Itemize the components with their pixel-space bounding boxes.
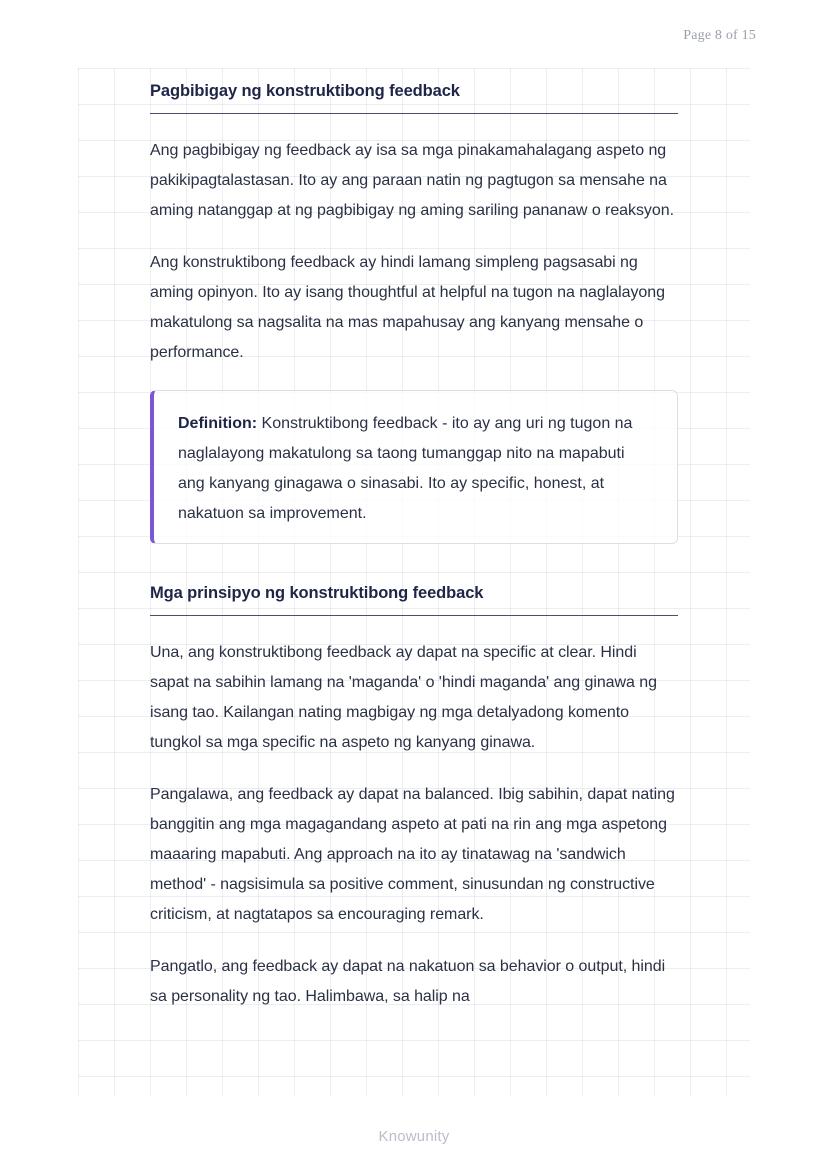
footer-brand: Knowunity xyxy=(378,1128,450,1145)
paragraph: Ang konstruktibong feedback ay hindi lamang simpleng pagsasabi ng aming opinyon. Ito ay isang thoughtful at helpful na tugon na naglalayong makatulong sa nagsalita na mas mapahusay ang kanyang mensahe o performance. xyxy=(150,254,665,361)
paragraph: Ang pagbibigay ng feedback ay isa sa mga pinakamahalagang aspeto ng pakikipagtalastasan. Ito ay ang paraan natin ng pagtugon sa mensahe na aming natanggap at ng pagbibigay ng aming sariling pananaw o reaksyon. xyxy=(150,142,674,219)
page-indicator: Page 8 of 15 xyxy=(683,28,756,43)
section-heading-2: Mga prinsipyo ng konstruktibong feedback xyxy=(150,584,484,602)
paragraph: Pangalawa, ang feedback ay dapat na balanced. Ibig sabihin, dapat nating banggitin ang mga magagandang aspeto at pati na rin ang mga aspetong maaaring mapabuti. Ang approach na ito ay tinatawag na 'sandwich method' - nagsisimula sa positive comment, sinusundan ng constructive criticism, at nagtatapos sa encouraging remark. xyxy=(150,786,675,923)
heading-rule-2 xyxy=(150,615,678,616)
paper-sheet xyxy=(78,68,750,1096)
definition-body: Konstruktibong feedback - ito ay ang uri ng tugon na naglalayong makatulong sa taong tumanggap nito na mapabuti ang kanyang ginagawa o sinasabi. Ito ay specific, honest, at nakatuon sa improvement. xyxy=(178,415,633,522)
definition-callout xyxy=(150,390,678,544)
definition-term-label: Definition: xyxy=(178,415,258,432)
document-content xyxy=(150,68,678,1034)
section-heading-1: Pagbibigay ng konstruktibong feedback xyxy=(150,82,460,100)
paragraph: Una, ang konstruktibong feedback ay dapat na specific at clear. Hindi sapat na sabihin lamang na 'maganda' o 'hindi maganda' ang ginawa ng isang tao. Kailangan nating magbigay ng mga detalyadong komento tungkol sa mga specific na aspeto ng kanyang ginawa. xyxy=(150,644,657,751)
paragraph: Pangatlo, ang feedback ay dapat na nakatuon sa behavior o output, hindi sa personality ng tao. Halimbawa, sa halip na xyxy=(150,958,666,1005)
definition-text xyxy=(178,409,653,529)
heading-rule-1 xyxy=(150,113,678,114)
